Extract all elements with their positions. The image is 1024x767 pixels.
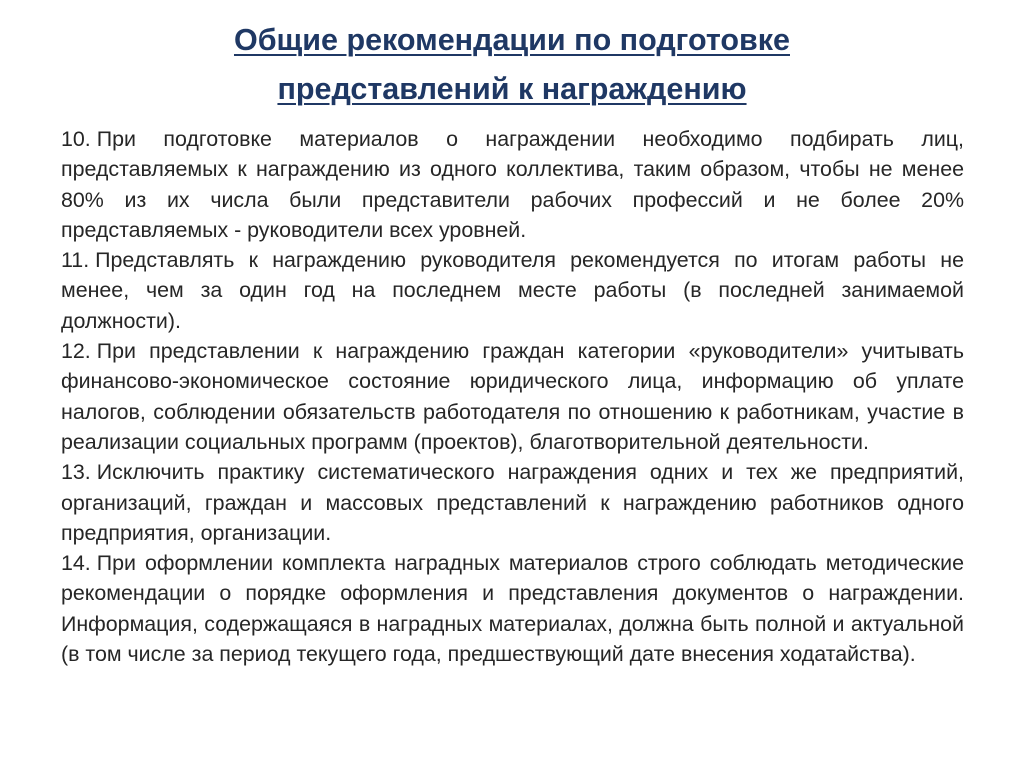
item-number: 12. — [61, 339, 91, 364]
recommendations-list — [61, 124, 964, 669]
recommendation-item-14 — [61, 548, 964, 669]
item-number: 13. — [61, 460, 91, 485]
item-text: При подготовке материалов о награждении необходимо подбирать лиц, представляемых к награждению из одного коллектива, таким образом, чтобы не менее 80% из их числа были представители рабочих профессий и не более 20% представляемых - руководители всех уровней. — [61, 127, 964, 242]
item-number: 10. — [61, 127, 91, 151]
item-number: 14. — [61, 551, 91, 576]
slide-title — [60, 16, 964, 114]
item-text: При представлении к награждению граждан категории «руководители» учитывать финансово-экономическое состояние юридического лица, информацию об уплате налогов, соблюдении обязательств работодателя по отношению к работникам, участие в реализации социальных программ (проектов), благотворительной деятельности. — [61, 339, 964, 454]
item-text: Представлять к награждению руководителя рекомендуется по итогам работы не менее, чем за один год на последнем месте работы (в последней занимаемой должности). — [61, 248, 964, 333]
recommendation-item-10 — [61, 124, 964, 245]
recommendation-item-11 — [61, 245, 964, 336]
item-text: При оформлении комплекта наградных материалов строго соблюдать методические рекомендации о порядке оформления и представления документов о награждении. Информация, содержащаяся в наградных материалах, должна быть полной и актуальной (в том числе за период текущего года, предшествующий дате внесения ходатайства). — [61, 551, 964, 667]
recommendation-item-13 — [61, 457, 964, 548]
slide-title-line-1: Общие рекомендации по подготовке — [233, 23, 790, 57]
slide-title-line-2: представлений к награждению — [277, 72, 747, 106]
item-text: Исключить практику систематического награждения одних и тех же предприятий, организаций, граждан и массовых представлений к награждению работников одного предприятия, организации. — [61, 460, 964, 545]
recommendation-item-12 — [61, 336, 964, 457]
item-number: 11. — [61, 248, 90, 273]
